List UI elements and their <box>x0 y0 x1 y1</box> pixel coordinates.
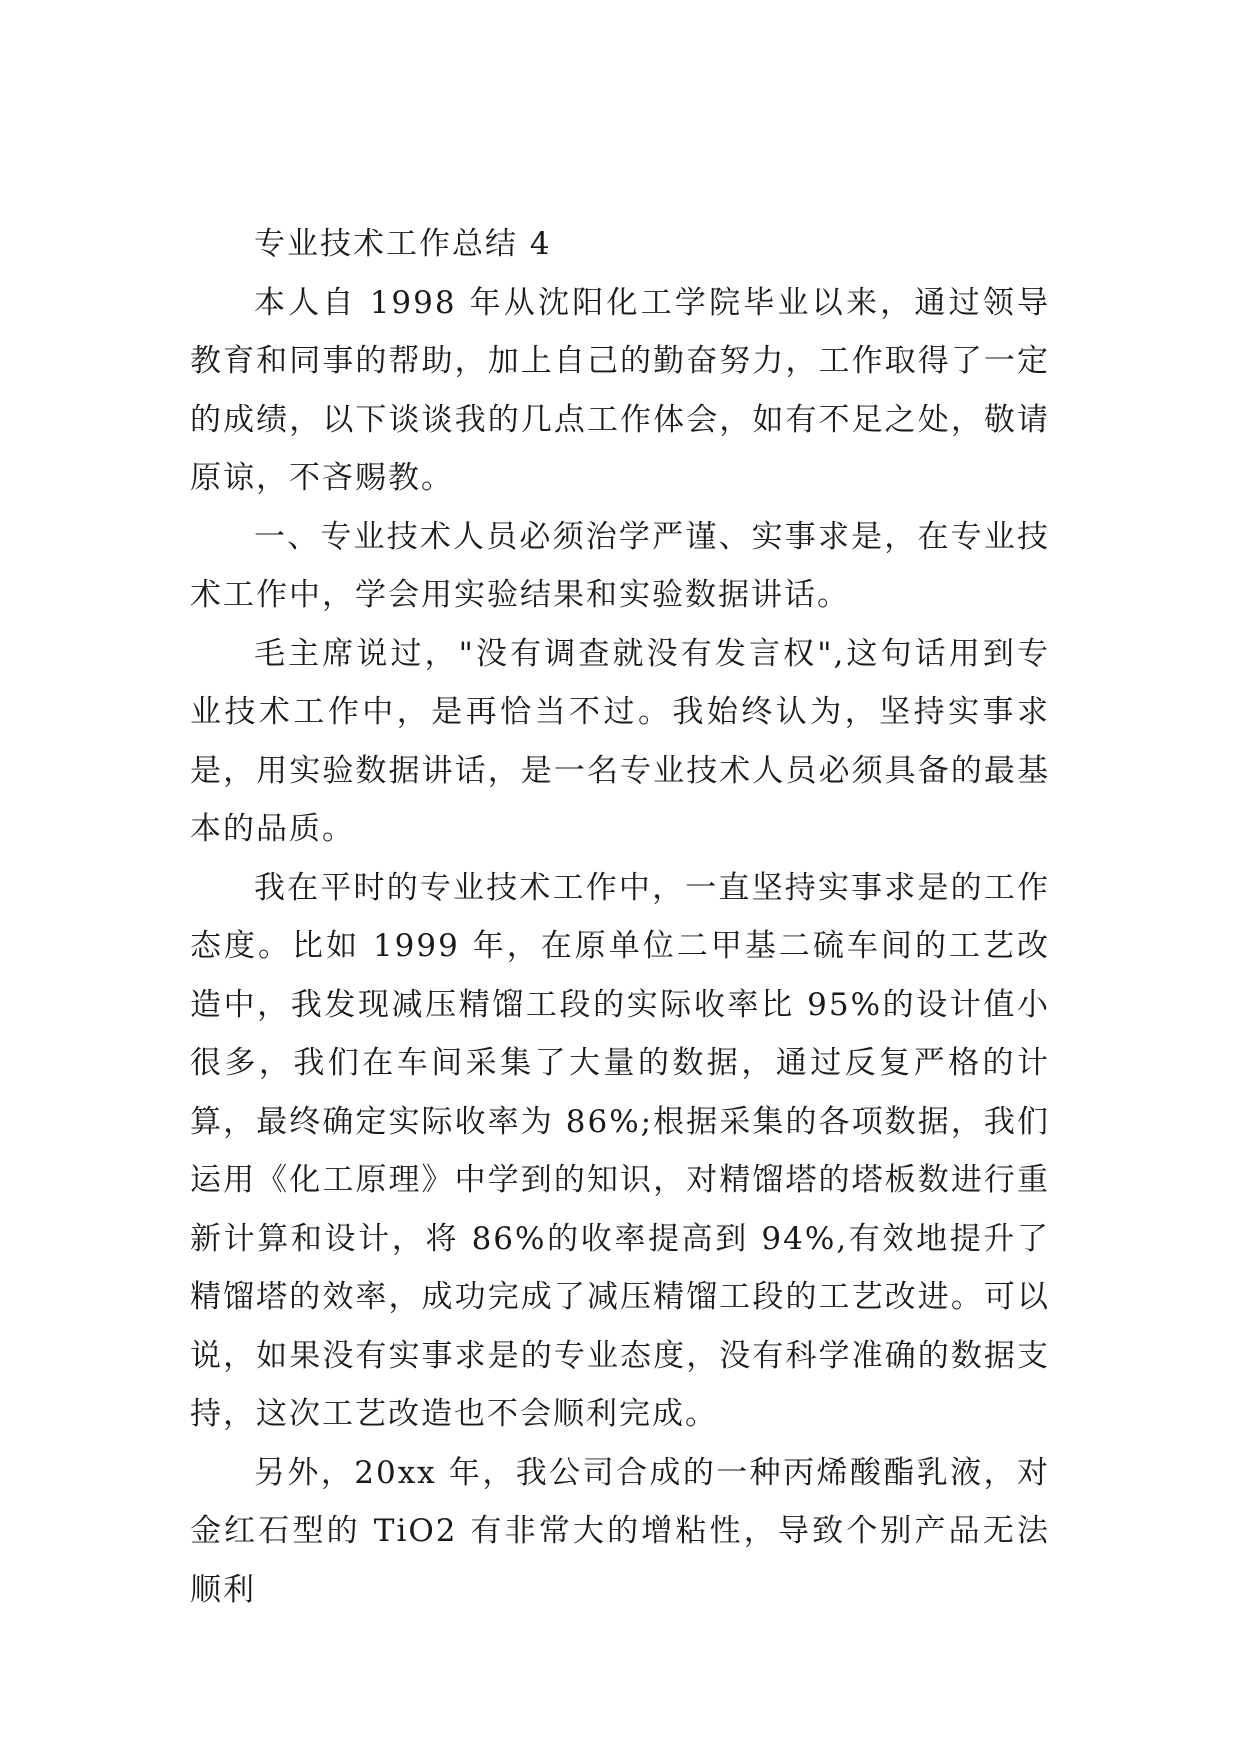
document-title: 专业技术工作总结 4 <box>254 226 552 262</box>
paragraph-intro: 本人自 1998 年从沈阳化工学院毕业以来，通过领导教育和同事的帮助，加上自己的勤奋努力，工作取得了一定的成绩，以下谈谈我的几点工作体会，如有不足之处，敬请原谅，不吝赐教。 <box>190 284 1050 496</box>
paragraph-quote: 毛主席说过，"没有调查就没有发言权",这句话用到专业技术工作中，是再恰当不过。我始终认为，坚持实事求是，用实验数据讲话，是一名专业技术人员必须具备的最基本的品质。 <box>190 635 1050 847</box>
paragraph-example-1999: 我在平时的专业技术工作中，一直坚持实事求是的工作态度。比如 1999 年，在原单位二甲基二硫车间的工艺改造中，我发现减压精馏工段的实际收率比 95%的设计值小很多，我们在车间采集了大量的数据，通过反复严格的计算，最终确定实际收率为 86%;根据采集的各项数据，我们运用《化工原理》中学到的知识，对精馏塔的塔板数进行重新计算和设计，将 86%的收率提高到 94%,有效地提升了精馏塔的效率，成功完成了减压精馏工段的工艺改进。可以说，如果没有实事求是的专业态度，没有科学准确的数据支持，这次工艺改造也不会顺利完成。 <box>190 869 1050 1432</box>
paragraph-point-one: 一、专业技术人员必须治学严谨、实事求是，在专业技术工作中，学会用实验结果和实验数据讲话。 <box>190 518 1050 613</box>
document-body <box>190 215 1050 1619</box>
paragraph-example-20xx: 另外，20xx 年，我公司合成的一种丙烯酸酯乳液，对金红石型的 TiO2 有非常大的增粘性，导致个别产品无法顺利 <box>190 1454 1050 1608</box>
